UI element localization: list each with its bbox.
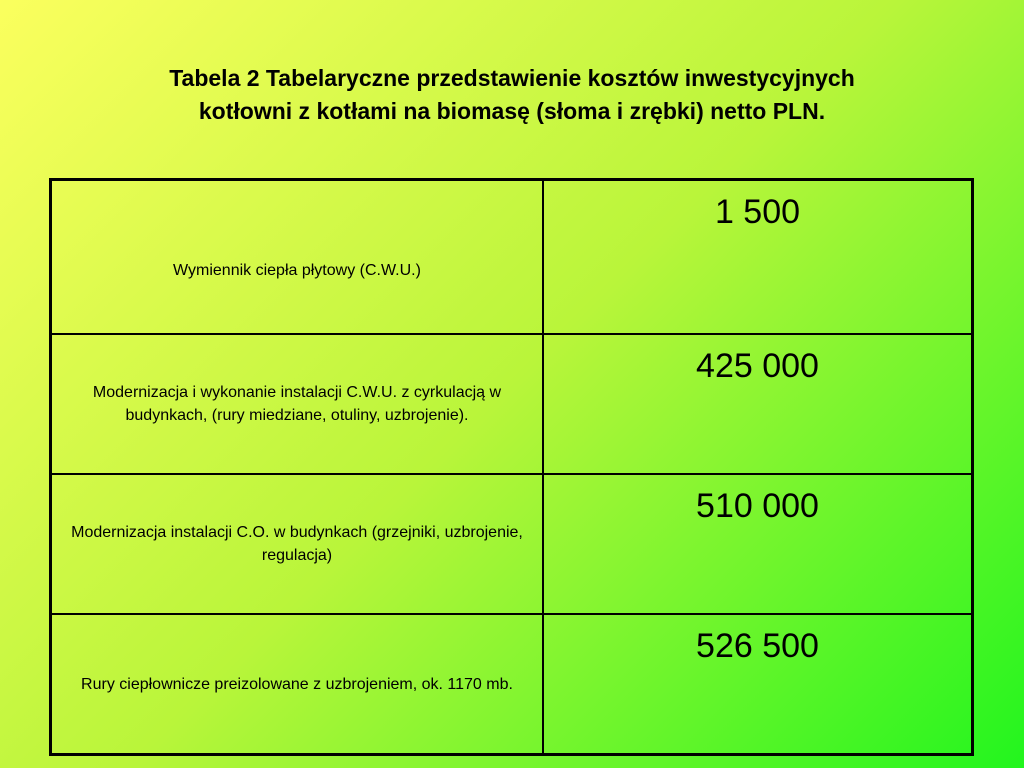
row-value: 425 000 (543, 334, 973, 474)
slide-title-line-2: kotłowni z kotłami na biomasę (słoma i zrębki) netto PLN. (198, 98, 826, 124)
table-row (51, 334, 973, 474)
table-row (51, 474, 973, 614)
row-description: Rury ciepłownicze preizolowane z uzbrojeniem, ok. 1170 mb. (51, 614, 544, 755)
cost-table (49, 178, 974, 756)
table-row (51, 614, 973, 755)
slide-title-line-1: Tabela 2 Tabelaryczne przedstawienie kosztów inwestycyjnych (169, 65, 855, 91)
row-value: 510 000 (543, 474, 973, 614)
row-description: Modernizacja i wykonanie instalacji C.W.U. z cyrkulacją w budynkach, (rury miedziane, otuliny, uzbrojenie). (51, 334, 544, 474)
row-value: 526 500 (543, 614, 973, 755)
slide-title (40, 62, 984, 128)
row-value: 1 500 (543, 180, 973, 335)
table-row (51, 180, 973, 335)
row-description: Modernizacja instalacji C.O. w budynkach (grzejniki, uzbrojenie, regulacja) (51, 474, 544, 614)
row-description: Wymiennik ciepła płytowy (C.W.U.) (51, 180, 544, 335)
